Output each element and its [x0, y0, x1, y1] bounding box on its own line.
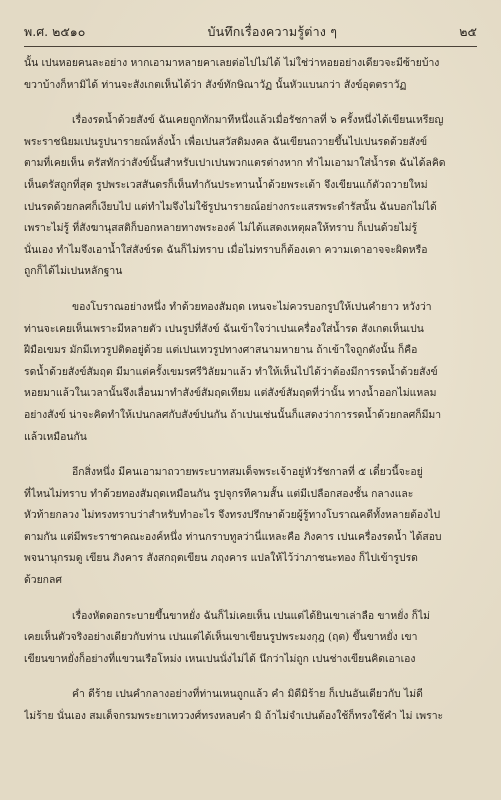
paragraph	[24, 53, 477, 96]
paragraph-line: ฝีมือเขมร มักมีเทวรูปติดอยู่ด้วย แต่เปนเทวรูปทางศาสนามหายาน ถ้าเข้าใจถูกดังนั้น ก็คือ	[24, 344, 418, 357]
paragraph-line: ตามที่เคยเห็น ตรัสทักว่าสังข์นั้นสำหรับเปาเปนพวกแตรต่างหาก ทำไมเอามาใส่น้ำรด ฉันได้ลคิด	[24, 157, 446, 170]
paragraph-line: เรื่องหัดดอกระบายขึ้นขาหยั่ง ฉันก็ไม่เคยเห็น เปนแต่ได้ยินเขาเล่าลือ ขาหยั่ง ก็ไม่	[72, 609, 431, 622]
paragraph	[24, 110, 477, 283]
paragraph-line: ของโบราณอย่างหนึ่ง ทำด้วยทองสัมฤด เหนจะไม่ควรบอกรูปให้เปนคำยาว หวังว่า	[72, 300, 432, 313]
paragraph-line: เขียนขาหยั่งก็อย่างที่แขวนเรือโหม่ง เหนเปนนั่งไม่ได้ นึกว่าไม่ถูก เปนช่างเขียนคิดเอาเอง	[24, 652, 416, 665]
paragraph	[24, 684, 477, 727]
paragraph-line: พจนานุกรมดู เขียน ภิงคาร สังสกฤตเขียน ภฤงคาร แปลให้ไว้ว่าภาชนะทอง ก็ไปเข้ารูปรด	[24, 552, 418, 565]
header-title: บันทึกเรื่องความรู้ต่าง ๆ	[207, 24, 338, 39]
paragraph-line: เห็นตรัสถูกที่สุด รูปพระเวสสันดรก็เห็นทำกันประทานน้ำด้วยพระเต้า จึงเขียนแก้ตัวถวายใหม่	[24, 178, 428, 191]
paragraph-line: แล้วเหมือนกัน	[24, 430, 87, 443]
paragraph-line: ที่ไหนไม่ทราบ ทำด้วยทองสัมฤดเหมือนกัน รูปจุกรทีคามสั้น แต่มีเปลือกสองชั้น กลางและ	[24, 487, 414, 500]
page-header	[24, 18, 477, 42]
paragraph-line: เรื่องรดน้ำด้วยสังข์ ฉันเคยถูกทักมาทีหนึ่งแล้วเมื่อรัชกาลที่ ๖ ครั้งหนึ่งได้เขียนเหรียญ	[72, 114, 444, 127]
paragraph-line: ถูกก็ได้ไม่เปนหลักฐาน	[24, 265, 123, 278]
paragraph-line: หัวท้ายกลวง ไม่ทรงทราบว่าสำหรับทำอะไร จึงทรงปรึกษาด้วยผู้รู้ทางโบราณคดีทั้งหลายต้องไป	[24, 509, 441, 522]
paragraph-line: อีกสิ่งหนึ่ง มีคนเอามาถวายพระบาทสมเด็จพระเจ้าอยู่หัวรัชกาลที่ ๕ เดี๋ยวนี้จะอยู่	[72, 466, 423, 479]
header-year: พ.ศ. ๒๕๑๐	[24, 24, 86, 39]
paragraph	[24, 606, 477, 671]
paragraph-line: ท่านจะเคยเห็นเพราะมีหลายตัว เปนรูปที่สังข์ ฉันเข้าใจว่าเปนเครื่องใส่น้ำรด สังเกตเห็นเปน	[24, 322, 424, 335]
paragraph-line: เพราะไม่รู้ ที่สังฆานุสสติก็บอกหลายทางพระองค์ ไม่ได้แสดงเหตุผลให้ทราบ ก็เปนด้วยไม่รู้	[24, 222, 418, 235]
paragraph	[24, 462, 477, 592]
header-rule	[24, 46, 477, 47]
paragraph-line: เคยเห็นตัวจริงอย่างเดียวกับท่าน เปนแต่ได้เห็นเขาเขียนรูปพระมงกุฎ (ฤต) ขึ้นขาหยั่ง เขา	[24, 631, 418, 644]
paragraph-line: พระราชนิยมเปนรูปนารายณ์หลั่งน้ำ เพื่อเปนสวัสดิมงคล ฉันเขียนถวายขึ้นไปเปนรดด้วยสังข์	[24, 135, 428, 148]
paragraph-line: นั่นเอง ทำไมจึงเอาน้ำใส่สังข์รด ฉันก็ไม่ทราบ เมื่อไม่ทราบก็ต้องเดา ความเดาอาจจะผิดหรือ	[24, 243, 428, 256]
paragraph-line: นั้น เปนหอยคนละอย่าง หากเอามาหลายคาเลยต่อไปไม่ได้ ไม่ใช่ว่าหอยอย่างเดียวจะมีซ้ายบ้าง	[24, 57, 440, 69]
paragraph-line: ตามกัน แต่มีพระราชาคณะองค์หนึ่ง ท่านกราบทูลว่านี่แหละคือ ภิงคาร เปนเครื่องรดน้ำ ได้สอบ	[24, 530, 442, 543]
paragraph-line: คำ ดีร้าย เปนคำกลางอย่างที่ท่านเหนถูกแล้ว คำ มิดีมิร้าย ก็เปนอันเดียวกับ ไม่ดี	[72, 688, 423, 701]
paragraph-line: ขวาบ้างก็หามิได้ ท่านจะสังเกตเห็นได้ว่า สังข์ทักษิณาวัฏ นั้นหัวแบนกว่า สังข์อุตตราวัฏ	[24, 78, 407, 91]
paragraph-line: ด้วยกลศ	[24, 574, 62, 587]
paragraph-line: ไม่ร้าย นั่นเอง สมเด็จกรมพระยาเทววงศ์ทรงหลบคำ มิ ถ้าไม่จำเปนต้องใช้ก็ทรงใช้คำ ไม่ เพราะ	[24, 710, 444, 723]
header-page-number: ๒๕	[459, 24, 477, 39]
page-body	[24, 53, 477, 728]
paragraph-line: อย่างสังข์ น่าจะคิดทำให้เปนกลศกับสังข์ปนกัน ถ้าเปนเช่นนั้นก็แสดงว่าการรดน้ำด้วยกลศก็มีมา	[24, 408, 442, 421]
paragraph-line: หอยมาแล้วในเวลานั้นจึงเลื่อนมาทำสังข์สัมฤดเทียม แต่สังข์สัมฤดที่ว่านั้น ทางน้ำออกไม่แหลม	[24, 387, 437, 400]
paragraph	[24, 297, 477, 448]
paragraph-line: เปนรดด้วยกลศก็เงียบไป แต่ทำไมจึงไม่ใช้รูปนารายณ์อย่างกระแสรพระดำรัสนั้น ฉันบอกไม่ได้	[24, 200, 437, 213]
paragraph-line: รดน้ำด้วยสังข์สัมฤต มีมาแต่ครั้งเขมรศรีวิลัยมาแล้ว ทำให้เห็นไปได้ว่าต้องมีการรดน้ำด้วยสังข์	[24, 365, 438, 378]
